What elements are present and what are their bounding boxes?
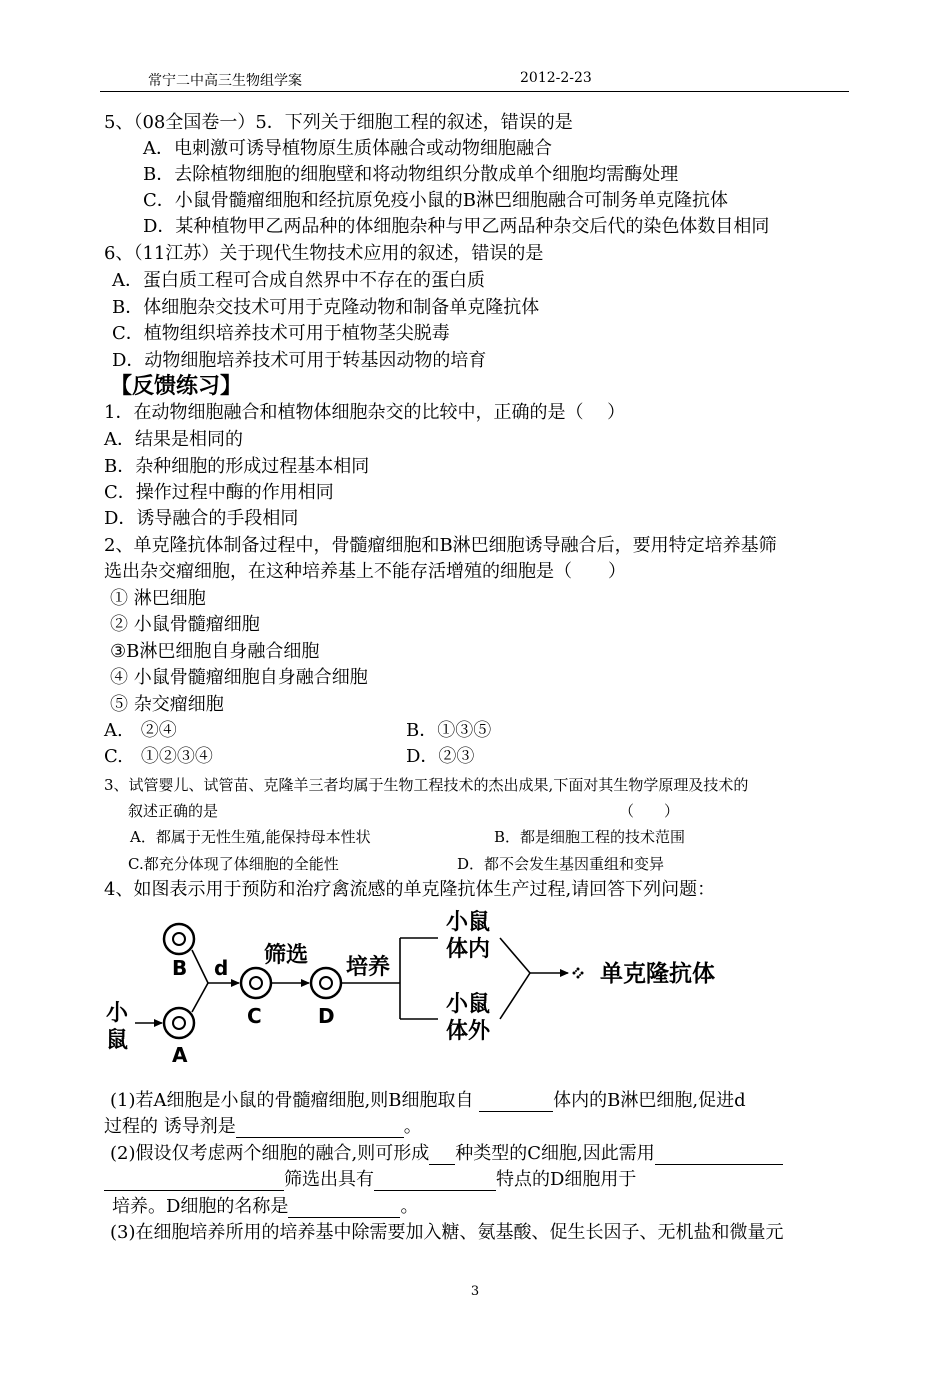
answer-blank-7[interactable] xyxy=(288,1199,400,1218)
label-d: D xyxy=(318,1004,335,1028)
feedback-title: 【反馈练习】 xyxy=(110,373,243,399)
f4-p3: (3)在细胞培养所用的培养基中除需要加入糖、氨基酸、促生长因子、无机盐和微量元 xyxy=(110,1222,784,1243)
q6-option-a: A．蛋白质工程可合成自然界中不存在的蛋白质 xyxy=(112,270,485,291)
f2-option-a: A. ②④ xyxy=(104,720,177,741)
label-d-step: d xyxy=(214,956,229,980)
f4-stem: 4、如图表示用于预防和治疗禽流感的单克隆抗体生产过程,请回答下列问题： xyxy=(104,879,716,900)
f4-p1-line1 xyxy=(110,1090,746,1112)
f4-p1-text-d: 。 xyxy=(403,1116,422,1137)
f2-option-d: D．②③ xyxy=(406,746,475,767)
f4-p1-line2 xyxy=(104,1116,422,1138)
label-screening: 筛选 xyxy=(264,943,309,968)
f1-option-c: C．操作过程中酶的作用相同 xyxy=(104,482,334,503)
answer-blank-5[interactable] xyxy=(104,1172,284,1191)
q5-stem: 5、（08全国卷一）5．下列关于细胞工程的叙述，错误的是 xyxy=(104,112,573,133)
f3-option-a: A．都属于无性生殖,能保持母本性状 xyxy=(130,828,371,846)
answer-blank-4[interactable] xyxy=(655,1146,783,1165)
answer-blank-6[interactable] xyxy=(374,1172,496,1191)
answer-blank-2[interactable] xyxy=(236,1119,404,1138)
f4-p2-text-b: 种类型的C细胞,因此需用 xyxy=(455,1143,655,1164)
f4-p2-line2 xyxy=(104,1169,636,1191)
f2-item-3: ③B淋巴细胞自身融合细胞 xyxy=(110,641,320,662)
f3-stem-line2: 叙述正确的是 xyxy=(128,802,219,820)
f3-option-d: D．都不会发生基因重组和变异 xyxy=(457,855,665,873)
q6-stem: 6、（11江苏）关于现代生物技术应用的叙述，错误的是 xyxy=(104,243,544,264)
label-b: B xyxy=(172,956,188,980)
label-mouse-2: 鼠 xyxy=(106,1028,129,1053)
f4-p1-text-a: (1)若A细胞是小鼠的骨髓瘤细胞,则B细胞取自 xyxy=(110,1090,480,1111)
f3-paren: （ ） xyxy=(619,802,680,820)
cell-d xyxy=(311,968,341,998)
f4-p2-text-f: 。 xyxy=(400,1196,419,1217)
f4-p2-text-c: 筛选出具有 xyxy=(284,1169,374,1190)
label-in-vivo-2: 体内 xyxy=(446,937,491,962)
f2-item-1: ① 淋巴细胞 xyxy=(110,588,206,609)
cell-a xyxy=(164,1008,194,1038)
cell-c xyxy=(241,968,271,998)
label-in-vivo-1: 小鼠 xyxy=(446,910,491,935)
f4-p1-text-c: 过程的 诱导剂是 xyxy=(104,1116,236,1137)
f4-p2-line3 xyxy=(112,1196,418,1218)
page-number: 3 xyxy=(470,1284,480,1299)
q6-option-d: D．动物细胞培养技术可用于转基因动物的培育 xyxy=(112,350,487,371)
page-header xyxy=(100,70,849,92)
label-culture: 培养 xyxy=(346,955,391,980)
label-c: C xyxy=(247,1004,262,1028)
f1-stem: 1．在动物细胞融合和植物体细胞杂交的比较中，正确的是（ ） xyxy=(104,402,626,423)
f4-p2-line1 xyxy=(110,1143,783,1165)
cell-b xyxy=(164,924,194,954)
q5-option-c: C．小鼠骨髓瘤细胞和经抗原免疫小鼠的B淋巴细胞融合可制务单克隆抗体 xyxy=(143,190,728,211)
q6-option-b: B．体细胞杂交技术可用于克隆动物和制备单克隆抗体 xyxy=(112,297,540,318)
f2-item-2: ② 小鼠骨髓瘤细胞 xyxy=(110,614,260,635)
f1-option-a: A．结果是相同的 xyxy=(104,429,243,450)
answer-blank-1[interactable] xyxy=(479,1093,553,1112)
f1-option-d: D．诱导融合的手段相同 xyxy=(104,508,299,529)
f3-option-b: B．都是细胞工程的技术范围 xyxy=(494,828,686,846)
header-title: 常宁二中高三生物组学案 xyxy=(148,73,302,89)
f2-item-5: ⑤ 杂交瘤细胞 xyxy=(110,694,224,715)
f2-option-b: B．①③⑤ xyxy=(406,720,492,741)
q5-option-d: D．某种植物甲乙两品种的体细胞杂种与甲乙两品种杂交后代的染色体数目相同 xyxy=(143,216,770,237)
f4-p2-text-e: 培养。D细胞的名称是 xyxy=(112,1196,289,1217)
label-monoclonal-antibody: 单克隆抗体 xyxy=(600,961,715,987)
f2-item-4: ④ 小鼠骨髓瘤细胞自身融合细胞 xyxy=(110,667,368,688)
q6-option-c: C．植物组织培养技术可用于植物茎尖脱毒 xyxy=(112,323,450,344)
f1-option-b: B．杂种细胞的形成过程基本相同 xyxy=(104,456,370,477)
label-in-vitro-1: 小鼠 xyxy=(446,992,491,1017)
f4-p1-text-b: 体内的B淋巴细胞,促进d xyxy=(553,1090,746,1111)
header-date: 2012-2-23 xyxy=(520,70,592,86)
q5-option-a: A．电刺激可诱导植物原生质体融合或动物细胞融合 xyxy=(143,138,552,159)
f2-option-c: C. ①②③④ xyxy=(104,746,213,767)
f3-stem-line1: 3、试管婴儿、试管苗、克隆羊三者均属于生物工程技术的杰出成果,下面对其生物学原理及技术的 xyxy=(104,776,749,794)
f4-p2-text-a: (2)假设仅考虑两个细胞的融合,则可形成 xyxy=(110,1143,430,1164)
answer-blank-3[interactable] xyxy=(429,1146,455,1165)
f2-stem-line2: 选出杂交瘤细胞，在这种培养基上不能存活增殖的细胞是（ ） xyxy=(104,561,626,582)
antibody-production-diagram xyxy=(100,905,740,1065)
q5-option-b: B．去除植物细胞的细胞壁和将动物组织分散成单个细胞均需酶处理 xyxy=(143,164,679,185)
f3-option-c: C.都充分体现了体细胞的全能性 xyxy=(128,855,339,873)
antibody-icon xyxy=(573,968,584,979)
label-mouse-1: 小 xyxy=(106,1001,129,1026)
f4-p2-text-d: 特点的D细胞用于 xyxy=(496,1169,637,1190)
f2-stem-line1: 2、单克隆抗体制备过程中，骨髓瘤细胞和B淋巴细胞诱导融合后，要用特定培养基筛 xyxy=(104,535,777,556)
label-in-vitro-2: 体外 xyxy=(446,1019,491,1044)
label-a: A xyxy=(172,1043,188,1065)
